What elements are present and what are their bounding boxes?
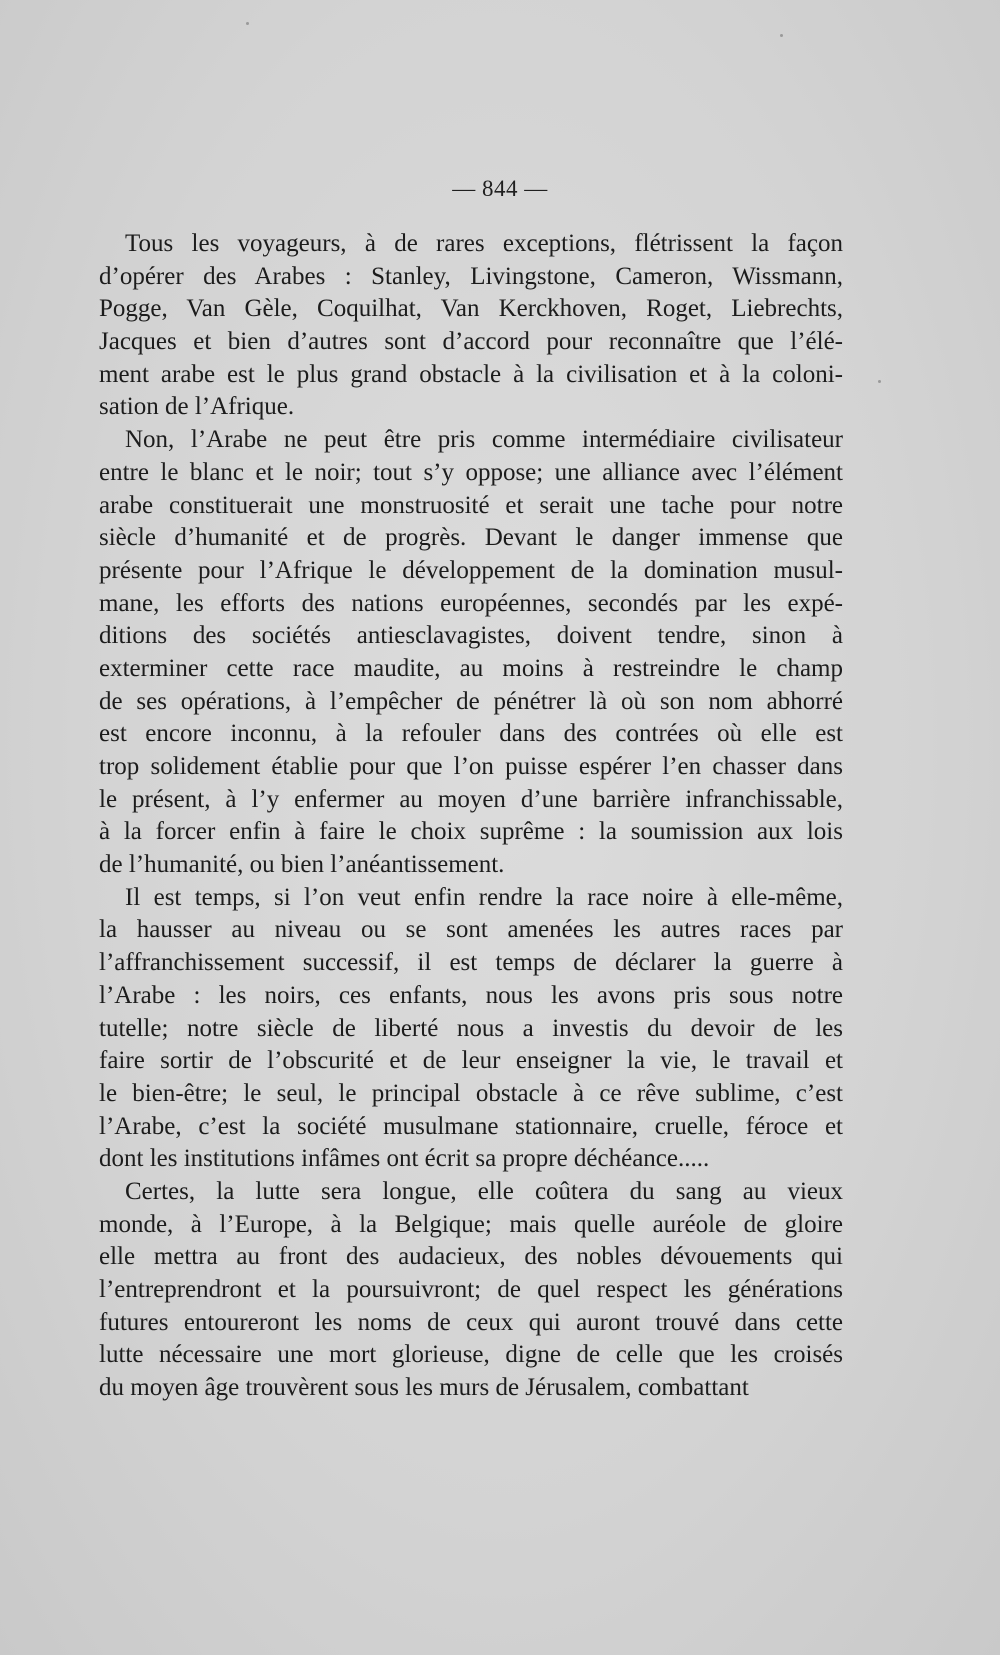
text-line: elle mettra au front des audacieux, des nobles dévouements qui (99, 1243, 843, 1271)
paragraph (99, 1176, 843, 1405)
paper-speck (246, 22, 249, 25)
text-line: exterminer cette race maudite, au moins à restreindre le champ (99, 654, 843, 682)
text-line: sation de l’Afrique. (99, 393, 295, 421)
page-number: — 844 — (452, 176, 548, 201)
text-line: ditions des sociétés antiesclavagistes, doivent tendre, sinon à (99, 622, 843, 650)
text-line: mane, les efforts des nations européennes, secondés par les expé- (99, 589, 843, 617)
text-line: de ses opérations, à l’empêcher de pénétrer là où son nom abhorré (99, 687, 843, 715)
text-line: arabe constituerait une monstruosité et serait une tache pour notre (99, 491, 843, 519)
text-line: entre le blanc et le noir; tout s’y oppose; une alliance avec l’élément (99, 458, 843, 486)
text-line: présente pour l’Afrique le développement de la domination musul- (99, 556, 843, 584)
body-text (99, 228, 843, 1405)
text-line: Certes, la lutte sera longue, elle coûtera du sang au vieux (125, 1177, 843, 1205)
paragraph (99, 228, 843, 424)
text-line: futures entoureront les noms de ceux qui auront trouvé dans cette (99, 1308, 843, 1336)
paper-speck (878, 380, 881, 383)
text-line: l’affranchissement successif, il est temps de déclarer la guerre à (99, 949, 843, 977)
text-line: Non, l’Arabe ne peut être pris comme intermédiaire civilisateur (125, 426, 843, 454)
paragraph (99, 882, 843, 1176)
text-line: est encore inconnu, à la refouler dans des contrées où elle est (99, 720, 843, 748)
text-line: à la forcer enfin à faire le choix suprême : la soumission aux lois (99, 818, 843, 846)
text-line: Il est temps, si l’on veut enfin rendre la race noire à elle-même, (125, 883, 843, 911)
text-line: faire sortir de l’obscurité et de leur enseigner la vie, le travail et (99, 1047, 843, 1075)
text-line: le présent, à l’y enfermer au moyen d’une barrière infranchissable, (99, 785, 843, 813)
text-line: tutelle; notre siècle de liberté nous a investis du devoir de les (99, 1014, 843, 1042)
text-line: l’Arabe : les noirs, ces enfants, nous les avons pris sous notre (99, 981, 843, 1009)
text-line: monde, à l’Europe, à la Belgique; mais quelle auréole de gloire (99, 1210, 843, 1238)
text-line: du moyen âge trouvèrent sous les murs de Jérusalem, combattant (99, 1374, 749, 1402)
text-line: l’entreprendront et la poursuivront; de quel respect les générations (99, 1276, 843, 1303)
text-line: Pogge, Van Gèle, Coquilhat, Van Kerckhoven, Roget, Liebrechts, (99, 295, 843, 323)
text-line: le bien-être; le seul, le principal obstacle à ce rêve sublime, c’est (99, 1079, 843, 1107)
text-line: lutte nécessaire une mort glorieuse, digne de celle que les croisés (99, 1341, 843, 1369)
text-line: de l’humanité, ou bien l’anéantissement. (99, 851, 505, 879)
text-line: ment arabe est le plus grand obstacle à la civilisation et à la coloni- (99, 360, 843, 388)
paragraph (99, 424, 843, 882)
text-line: dont les institutions infâmes ont écrit sa propre déchéance..... (99, 1145, 710, 1173)
text-line: d’opérer des Arabes : Stanley, Livingstone, Cameron, Wissmann, (99, 262, 843, 290)
text-line: la hausser au niveau ou se sont amenées les autres races par (99, 916, 843, 944)
text-line: l’Arabe, c’est la société musulmane stationnaire, cruelle, féroce et (99, 1112, 843, 1140)
paper-speck (780, 34, 783, 37)
text-line: Tous les voyageurs, à de rares exceptions, flétrissent la façon (125, 230, 843, 257)
text-line: trop solidement établie pour que l’on puisse espérer l’en chasser dans (99, 753, 843, 780)
text-line: siècle d’humanité et de progrès. Devant le danger immense que (99, 524, 843, 552)
text-line: Jacques et bien d’autres sont d’accord pour reconnaître que l’élé- (99, 328, 843, 356)
